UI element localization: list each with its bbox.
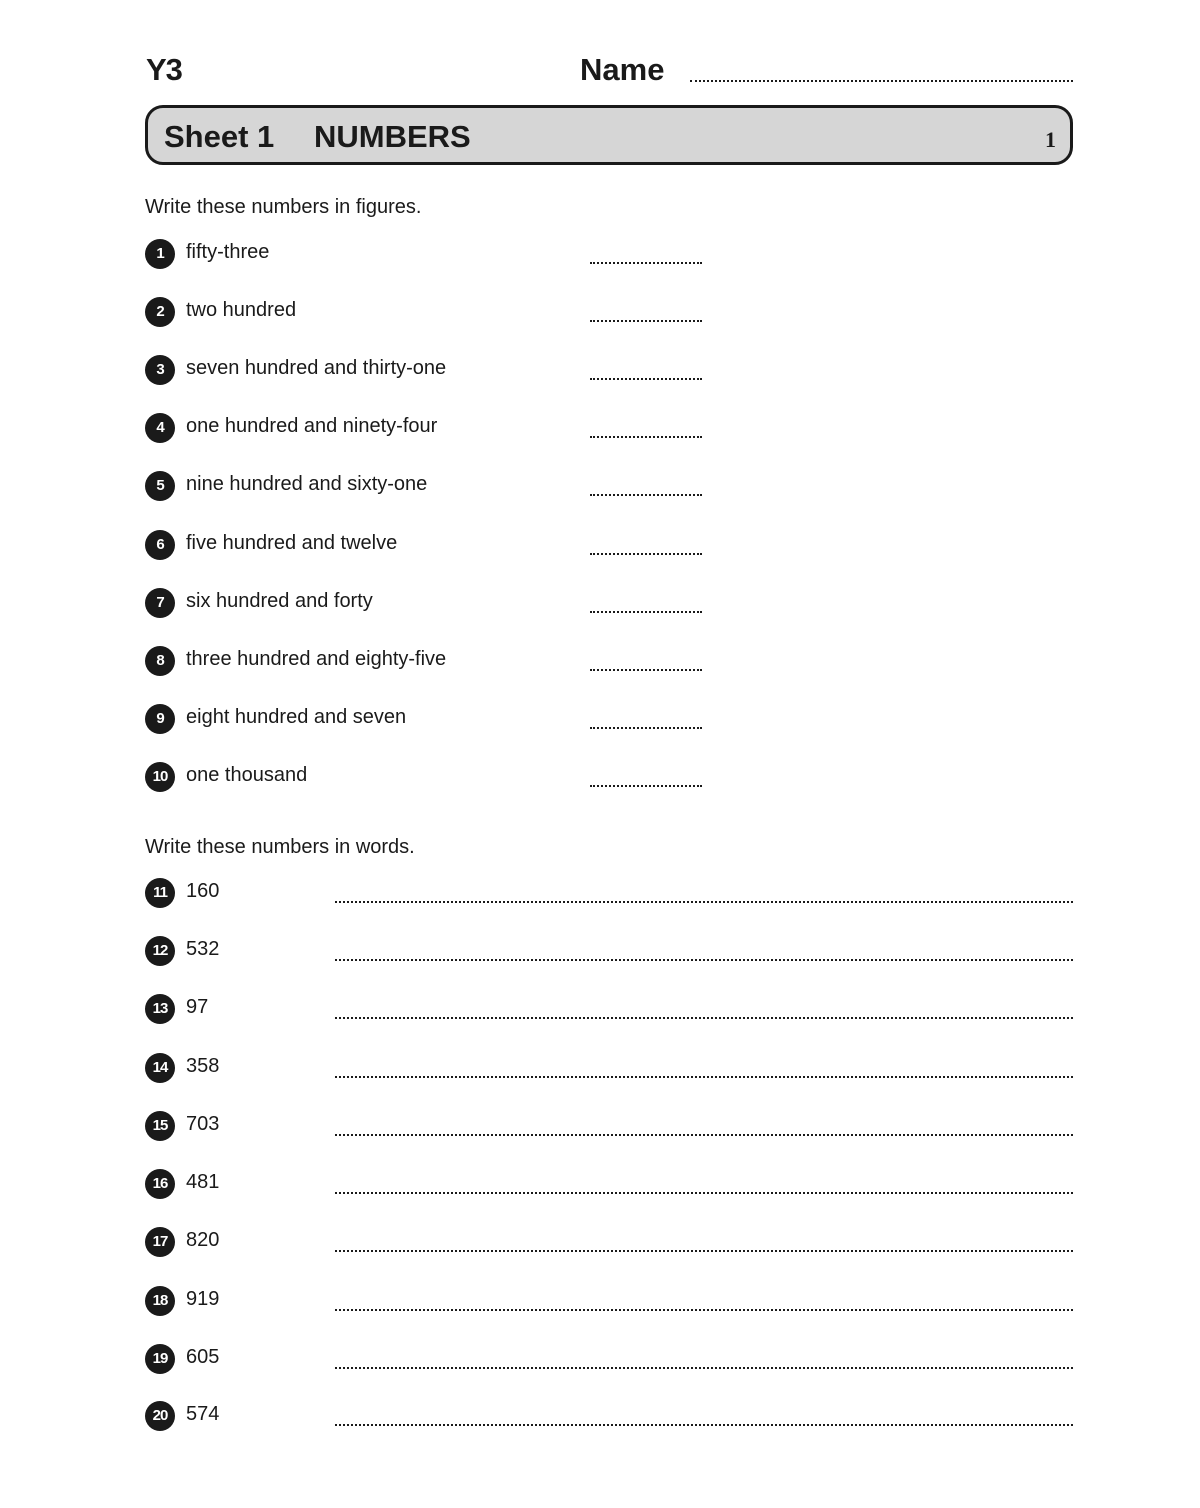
question-number-badge: 16 [145,1169,175,1199]
question-number-badge: 20 [145,1401,175,1431]
question-text: 919 [186,1288,220,1310]
answer-line[interactable] [590,727,702,729]
question-number-badge: 6 [145,530,175,560]
title-banner [145,105,1073,165]
question-text: 820 [186,1229,220,1251]
answer-line[interactable] [335,901,1073,903]
question-text: five hundred and twelve [186,532,398,554]
question-text: three hundred and eighty-five [186,648,447,670]
question-number-badge: 17 [145,1227,175,1257]
question-text: two hundred [186,299,297,321]
question-text: one thousand [186,764,308,786]
question-text: 481 [186,1171,220,1193]
question-number-badge: 18 [145,1286,175,1316]
answer-line[interactable] [590,785,702,787]
question-number-badge: 15 [145,1111,175,1141]
name-label: Name [580,52,665,87]
words-instruction: Write these numbers in words. [145,836,415,858]
question-text: 160 [186,880,220,902]
question-number-badge: 14 [145,1053,175,1083]
answer-line[interactable] [335,1424,1073,1426]
question-text: nine hundred and sixty-one [186,473,428,495]
question-number-badge: 10 [145,762,175,792]
question-text: eight hundred and seven [186,706,407,728]
answer-line[interactable] [335,1192,1073,1194]
question-number-badge: 5 [145,471,175,501]
answer-line[interactable] [335,959,1073,961]
question-number-badge: 3 [145,355,175,385]
figures-instruction: Write these numbers in figures. [145,196,422,218]
answer-line[interactable] [335,1134,1073,1136]
question-number-badge: 11 [145,878,175,908]
question-number-badge: 8 [145,646,175,676]
question-text: 574 [186,1403,220,1425]
answer-line[interactable] [590,378,702,380]
question-text: 605 [186,1346,220,1368]
question-number-badge: 2 [145,297,175,327]
answer-line[interactable] [590,611,702,613]
sheet-label: Sheet 1 [164,119,275,154]
question-number-badge: 4 [145,413,175,443]
answer-line[interactable] [590,320,702,322]
answer-line[interactable] [590,553,702,555]
answer-line[interactable] [590,494,702,496]
question-number-badge: 1 [145,239,175,269]
answer-line[interactable] [335,1367,1073,1369]
question-text: 97 [186,996,209,1018]
question-text: one hundred and ninety-four [186,415,438,437]
name-answer-line[interactable] [690,80,1073,82]
question-number-badge: 12 [145,936,175,966]
question-number-badge: 7 [145,588,175,618]
question-text: seven hundred and thirty-one [186,357,447,379]
question-number-badge: 13 [145,994,175,1024]
answer-line[interactable] [590,669,702,671]
answer-line[interactable] [590,436,702,438]
answer-line[interactable] [335,1309,1073,1311]
question-number-badge: 9 [145,704,175,734]
question-text: six hundred and forty [186,590,373,612]
question-text: 703 [186,1113,220,1135]
question-number-badge: 19 [145,1344,175,1374]
answer-line[interactable] [335,1076,1073,1078]
question-text: 358 [186,1055,220,1077]
answer-line[interactable] [335,1017,1073,1019]
page-number: 1 [1045,127,1056,152]
question-text: fifty-three [186,241,270,263]
question-text: 532 [186,938,220,960]
year-level: Y3 [146,52,182,87]
page-title: NUMBERS [314,119,471,154]
answer-line[interactable] [590,262,702,264]
answer-line[interactable] [335,1250,1073,1252]
